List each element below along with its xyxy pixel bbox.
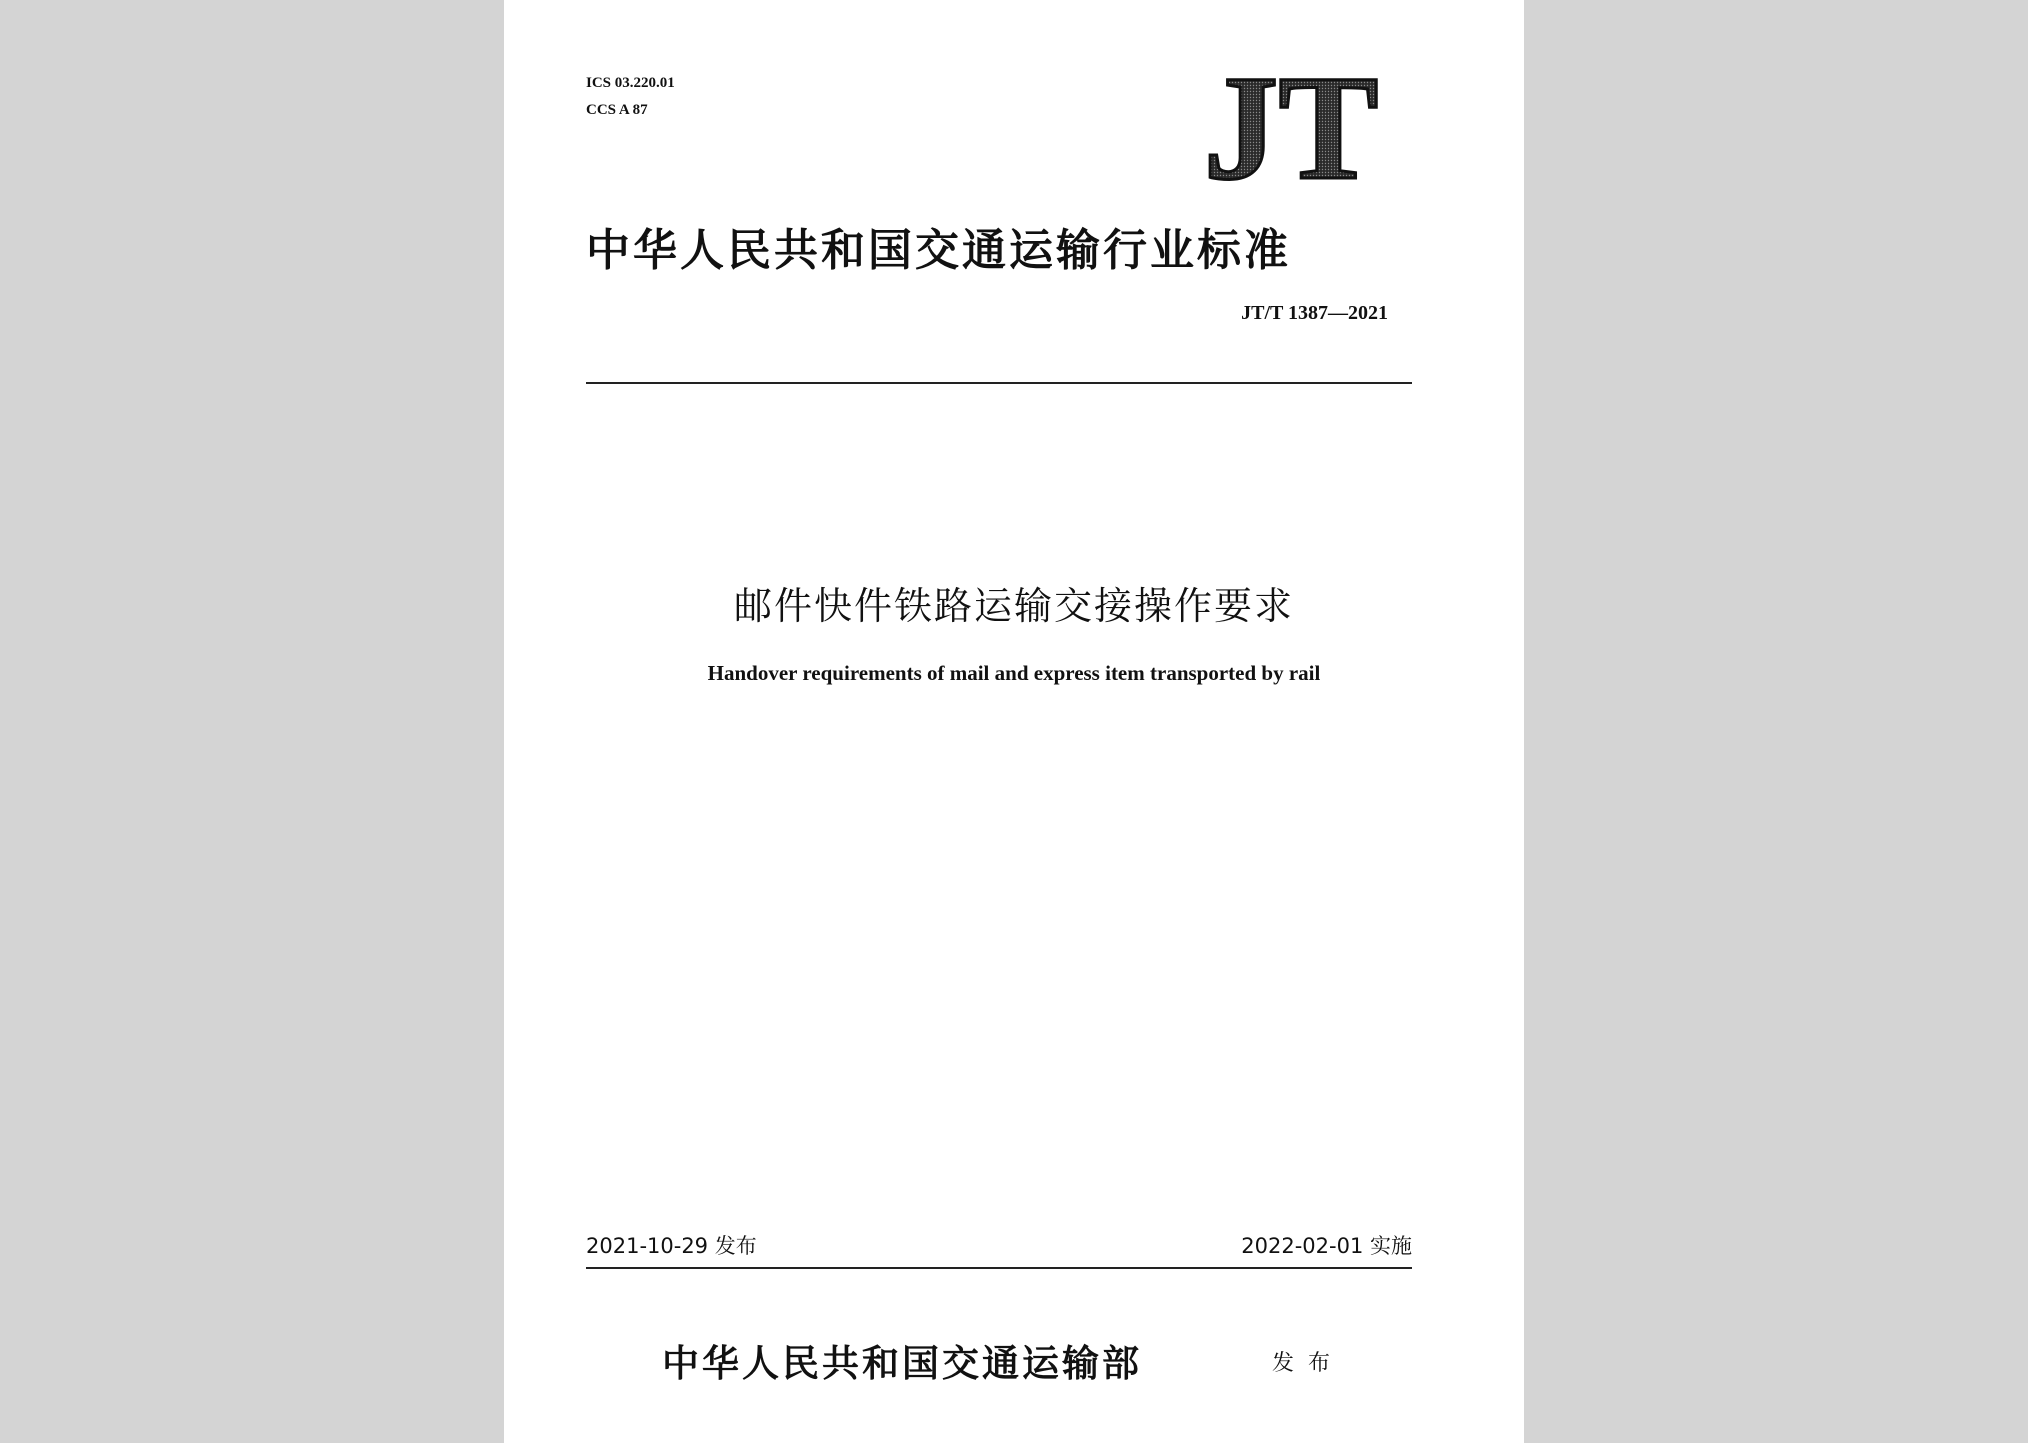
issuing-authority: 中华人民共和国交通运输部 <box>662 1341 1142 1385</box>
issue-date: 2021-10-29 发布 <box>586 1234 757 1258</box>
logo-text: JT <box>1203 66 1379 186</box>
ics-code: ICS 03.220.01 <box>586 75 675 91</box>
standard-number: JT/T 1387—2021 <box>1241 302 1388 324</box>
document-page <box>504 0 1524 1443</box>
bottom-divider <box>586 1267 1412 1269</box>
document-title-chinese: 邮件快件铁路运输交接操作要求 <box>733 584 1294 628</box>
document-title-english: Handover requirements of mail and express item transported by rail <box>707 661 1321 685</box>
effective-date: 2022-02-01 实施 <box>1241 1234 1412 1258</box>
jt-logo <box>1162 66 1420 186</box>
classification-codes <box>586 70 675 124</box>
standard-organization: 中华人民共和国交通运输行业标准 <box>586 225 1291 276</box>
ccs-code: CCS A 87 <box>586 102 648 118</box>
issuing-label: 发布 <box>1272 1351 1345 1376</box>
top-divider <box>586 382 1412 384</box>
